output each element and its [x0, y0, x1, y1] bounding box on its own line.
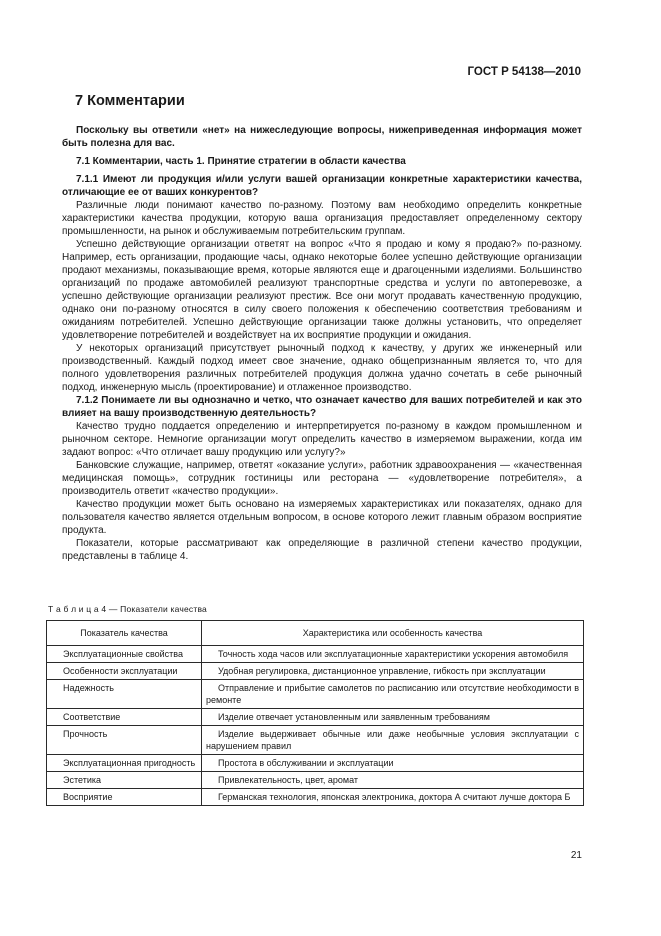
characteristic-cell: Удобная регулировка, дистанционное управление, гибкость при эксплуатации [202, 663, 584, 680]
characteristic-cell: Германская технология, японская электроника, доктора А считают лучше доктора Б [202, 789, 584, 806]
table-row [47, 789, 584, 806]
paragraph: Показатели, которые рассматривают как определяющие в различной степени качество продукции, представлены в таблице 4. [62, 538, 582, 562]
table-row [47, 680, 584, 709]
table-header-row [47, 621, 584, 646]
paragraph: Качество продукции может быть основано на измеряемых характеристиках или показателях, однако для пользователя качество является отдельным вопросом, в основе которого лежит главным образом восприятие продукта. [62, 499, 582, 536]
quality-indicators-table [46, 620, 584, 806]
column-header: Характеристика или особенность качества [202, 621, 584, 646]
characteristic-cell: Простота в обслуживании и эксплуатации [202, 755, 584, 772]
body-text [62, 124, 582, 563]
table-caption: Т а б л и ц а 4 — Показатели качества [48, 604, 207, 614]
indicator-cell: Восприятие [47, 789, 202, 806]
characteristic-cell: Отправление и прибытие самолетов по расписанию или отсутствие необходимости в ремонте [202, 680, 584, 709]
table-row [47, 646, 584, 663]
indicator-cell: Эксплуатационная пригодность [47, 755, 202, 772]
paragraph: Банковские служащие, например, ответят «оказание услуги», работник здравоохранения — «качественная медицинская помощь», сотрудник гостиницы или ресторана — «удовлетворение потребителя», а производитель ответит «качество продукции». [62, 460, 582, 497]
characteristic-cell: Точность хода часов или эксплуатационные характеристики ускорения автомобиля [202, 646, 584, 663]
indicator-cell: Эксплуатационные свойства [47, 646, 202, 663]
heading-7-1: 7.1 Комментарии, часть 1. Принятие стратегии в области качества [76, 156, 406, 167]
indicator-cell: Эстетика [47, 772, 202, 789]
paragraph: Качество трудно поддается определению и интерпретируется по-разному в каждом промышленном и рыночном секторе. Немногие организации могут определить качество в измеряемом выражении, когда им задают вопрос: «Что отличает вашу продукцию или услугу?» [62, 421, 582, 458]
section-title: 7 Комментарии [75, 93, 185, 109]
table-row [47, 663, 584, 680]
paragraph: Различные люди понимают качество по-разному. Поэтому вам необходимо определить конкретные характеристики качества продукции, которую ваша организация предоставляет определенному сектору промышленности, на рынок и обслуживаемым потребительским группам. [62, 200, 582, 237]
table-row [47, 755, 584, 772]
characteristic-cell: Привлекательность, цвет, аромат [202, 772, 584, 789]
indicator-cell: Прочность [47, 726, 202, 755]
table-row [47, 709, 584, 726]
page-number: 21 [570, 850, 582, 861]
table-row [47, 726, 584, 755]
indicator-cell: Особенности эксплуатации [47, 663, 202, 680]
intro-paragraph: Поскольку вы ответили «нет» на нижеследующие вопросы, нижеприведенная информация может быть полезна для вас. [62, 125, 582, 149]
heading-7-1-2: 7.1.2 Понимаете ли вы однозначно и четко, что означает качество для ваших потребителей и как это влияет на вашу производственную деятельность? [62, 395, 582, 419]
characteristic-cell: Изделие отвечает установленным или заявленным требованиям [202, 709, 584, 726]
table-row [47, 772, 584, 789]
indicator-cell: Соответствие [47, 709, 202, 726]
column-header: Показатель качества [47, 621, 202, 646]
paragraph: Успешно действующие организации ответят на вопрос «Что я продаю и кому я продаю?» по-разному. Например, есть организации, продающие часы, однако некоторые более успешно действующие организации продают механизмы, показывающие время, которые являются еще и драгоценными изделиями. Большинство организаций по продаже автомобилей реализуют транспортные средства и услуги по автоперевозке, а успешно действующие организации реализуют престиж. Все они могут продавать качественную продукцию, однако они по-разному относятся в силу своего положения к обеспечению соответствия требованиям и ожиданиям потребителей. Успешно действующие организации также должны установить, что определяет удовлетворение потребителей и воздействует на их восприятие продукции и ожидания. [62, 239, 582, 341]
standard-header: ГОСТ Р 54138—2010 [467, 66, 581, 78]
paragraph: У некоторых организаций присутствует рыночный подход к качеству, у других же инженерный или производственный. Каждый подход имеет свое значение, однако общепризнанным является то, что для полного удовлетворения различных потребителей продукция должна удачно сочетать в себе рыночный подход, инженерную мысль (проектирование) и отлаженное производство. [62, 343, 582, 393]
characteristic-cell: Изделие выдерживает обычные или даже необычные условия эксплуатации с нарушением правил [202, 726, 584, 755]
indicator-cell: Надежность [47, 680, 202, 709]
heading-7-1-1: 7.1.1 Имеют ли продукция и/или услуги вашей организации конкретные характеристики качества, отличающие ее от ваших конкурентов? [62, 174, 582, 198]
